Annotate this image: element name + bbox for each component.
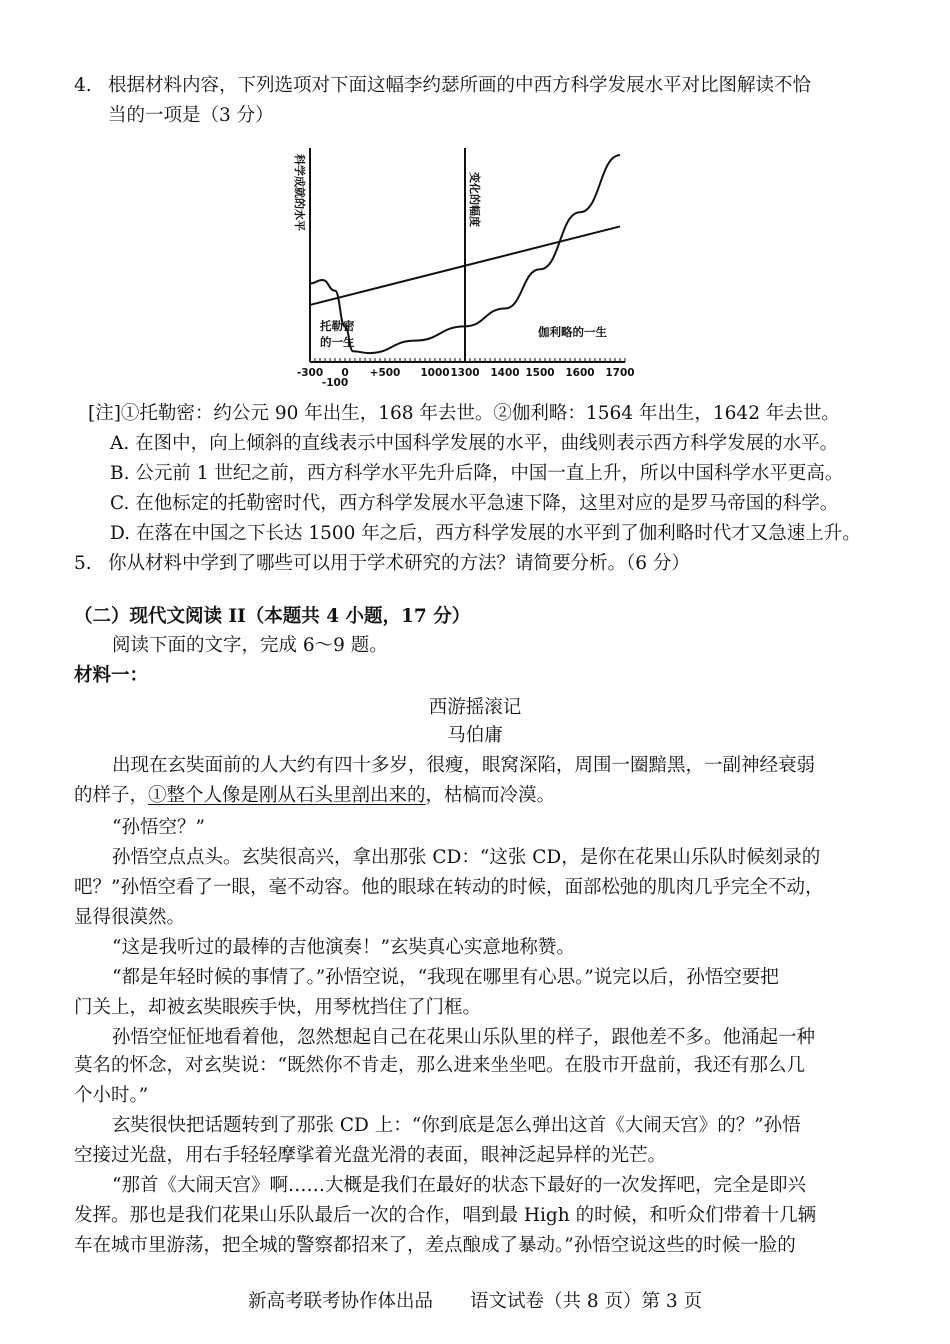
q5-text: 你从材料中学到了哪些可以用于学术研究的方法？请简要分析。（6 分）: [108, 553, 690, 574]
x-tick-label: 1500: [525, 367, 555, 379]
x-tick-label: 1600: [565, 367, 595, 379]
option-label: B.: [110, 463, 130, 484]
annotation-ptolemy: 的一生: [320, 335, 355, 349]
material-label: 材料一：: [74, 665, 149, 686]
paragraph-line: 孙悟空点点头。玄奘很高兴，拿出那张 CD：“这张 CD，是你在花果山乐队时候刻录的: [112, 847, 821, 868]
paragraph-line: “都是年轻时候的事情了。”孙悟空说，“我现在哪里有心思。”说完以后，孙悟空要把: [112, 967, 779, 988]
annotation-galileo: 伽利略的一生: [538, 325, 607, 339]
option-text: 公元前 1 世纪之前，西方科学水平先升后降，中国一直上升，所以中国科学水平更高。: [135, 463, 844, 484]
story-author: 马伯庸: [447, 725, 503, 746]
x-tick-label: 1400: [490, 367, 520, 379]
x-tick-label: 1000: [420, 367, 450, 379]
story-title: 西游摇滚记: [428, 697, 522, 718]
chart-labels: [293, 153, 635, 389]
paragraph-line: 个小时。”: [74, 1085, 149, 1106]
page-footer: 新高考联考协作体出品 语文试卷（共 8 页）第 3 页: [247, 1291, 703, 1312]
option-b: [110, 462, 843, 486]
science-comparison-chart: [280, 140, 640, 390]
text-span: 的样子，: [74, 785, 149, 806]
text-span: ，枯槁而冷漠。: [425, 785, 556, 806]
section-instruction: 阅读下面的文字，完成 6～9 题。: [112, 635, 388, 656]
q4-number: 4.: [74, 75, 92, 96]
x-tick-label: +500: [369, 367, 401, 379]
paragraph-line: “那首《大闹天宫》啊……大概是我们在最好的状态下最好的一次发挥吧，完全是即兴: [112, 1175, 806, 1196]
marker-label: 变化的幅度: [468, 172, 481, 227]
paragraph-line: 莫名的怀念，对玄奘说：“既然你不肯走，那么进来坐坐吧。在股市开盘前，我还有那么几: [74, 1055, 805, 1076]
section-heading: （二）现代文阅读 II（本题共 4 小题，17 分）: [74, 606, 471, 627]
paragraph-line: 孙悟空怔怔地看着他，忽然想起自己在花果山乐队里的样子，跟他差不多。他涌起一种: [112, 1027, 816, 1048]
q5-number: 5.: [74, 553, 92, 574]
option-c: [110, 492, 838, 516]
paragraph-line: “孙悟空？”: [112, 817, 205, 838]
annotation-ptolemy: 托勒密: [320, 319, 355, 333]
option-label: D.: [110, 523, 131, 544]
paragraph-line: 玄奘很快把话题转到了那张 CD 上：“你到底是怎么弹出这首《大闹天宫》的？”孙悟: [112, 1115, 801, 1136]
x-tick-label: 1300: [450, 367, 480, 379]
x-tick-label: -300: [296, 367, 324, 379]
y-axis-label: 科学成就的水平: [293, 154, 306, 231]
paragraph-line: 发挥。那也是我们花果山乐队最后一次的合作，唱到最 High 的时候，和听众们带着十几辆: [74, 1205, 817, 1226]
paragraph-line: 门关上，却被玄奘眼疾手快，用琴枕挡住了门框。: [74, 997, 482, 1018]
option-text: 在图中，向上倾斜的直线表示中国科学发展的水平，曲线则表示西方科学发展的水平。: [135, 433, 839, 454]
q4-line1: [74, 74, 811, 98]
q4-text-line2: 当的一项是（3 分）: [108, 105, 274, 126]
paragraph-line: 空接过光盘，用右手轻轻摩挲着光盘光滑的表面，眼神泛起异样的光芒。: [74, 1145, 667, 1166]
option-text: 在落在中国之下长达 1500 年之后，西方科学发展的水平到了伽利略时代才又急速上升。: [135, 523, 861, 544]
x-tick-label: 1700: [605, 367, 635, 379]
underlined-sentence: ①整个人像是刚从石头里剖出来的: [148, 785, 426, 806]
x-tick-label: -100: [321, 377, 349, 389]
option-label: A.: [110, 433, 130, 454]
option-text: 在他标定的托勒密时代，西方科学发展水平急速下降，这里对应的是罗马帝国的科学。: [135, 493, 839, 514]
paragraph-line: 出现在玄奘面前的人大约有四十多岁，很瘦，眼窝深陷，周围一圈黯黑，一副神经衰弱: [112, 755, 816, 776]
paragraph-line: 显得很漠然。: [74, 907, 186, 928]
paragraph-line: [74, 784, 555, 808]
q4-text-line1: 根据材料内容，下列选项对下面这幅李约瑟所画的中西方科学发展水平对比图解读不恰: [108, 75, 812, 96]
option-a: [110, 432, 838, 456]
x-tick-label: 0: [341, 367, 349, 379]
note: [注]①托勒密：约公元 90 年出生，168 年去世。②伽利略：1564 年出生，1642 年去世。: [88, 403, 840, 424]
paragraph-line: 车在城市里游荡，把全城的警察都招来了，差点酿成了暴动。”孙悟空说这些的时候一脸的: [74, 1235, 796, 1256]
paragraph-line: “这是我听过的最棒的吉他演奏！”玄奘真心实意地称赞。: [112, 937, 575, 958]
paragraph-line: 吧？”孙悟空看了一眼，毫不动容。他的眼球在转动的时候，面部松弛的肌肉几乎完全不动，: [74, 877, 824, 898]
q5: [74, 552, 690, 576]
option-label: C.: [110, 493, 130, 514]
option-d: [110, 522, 861, 546]
